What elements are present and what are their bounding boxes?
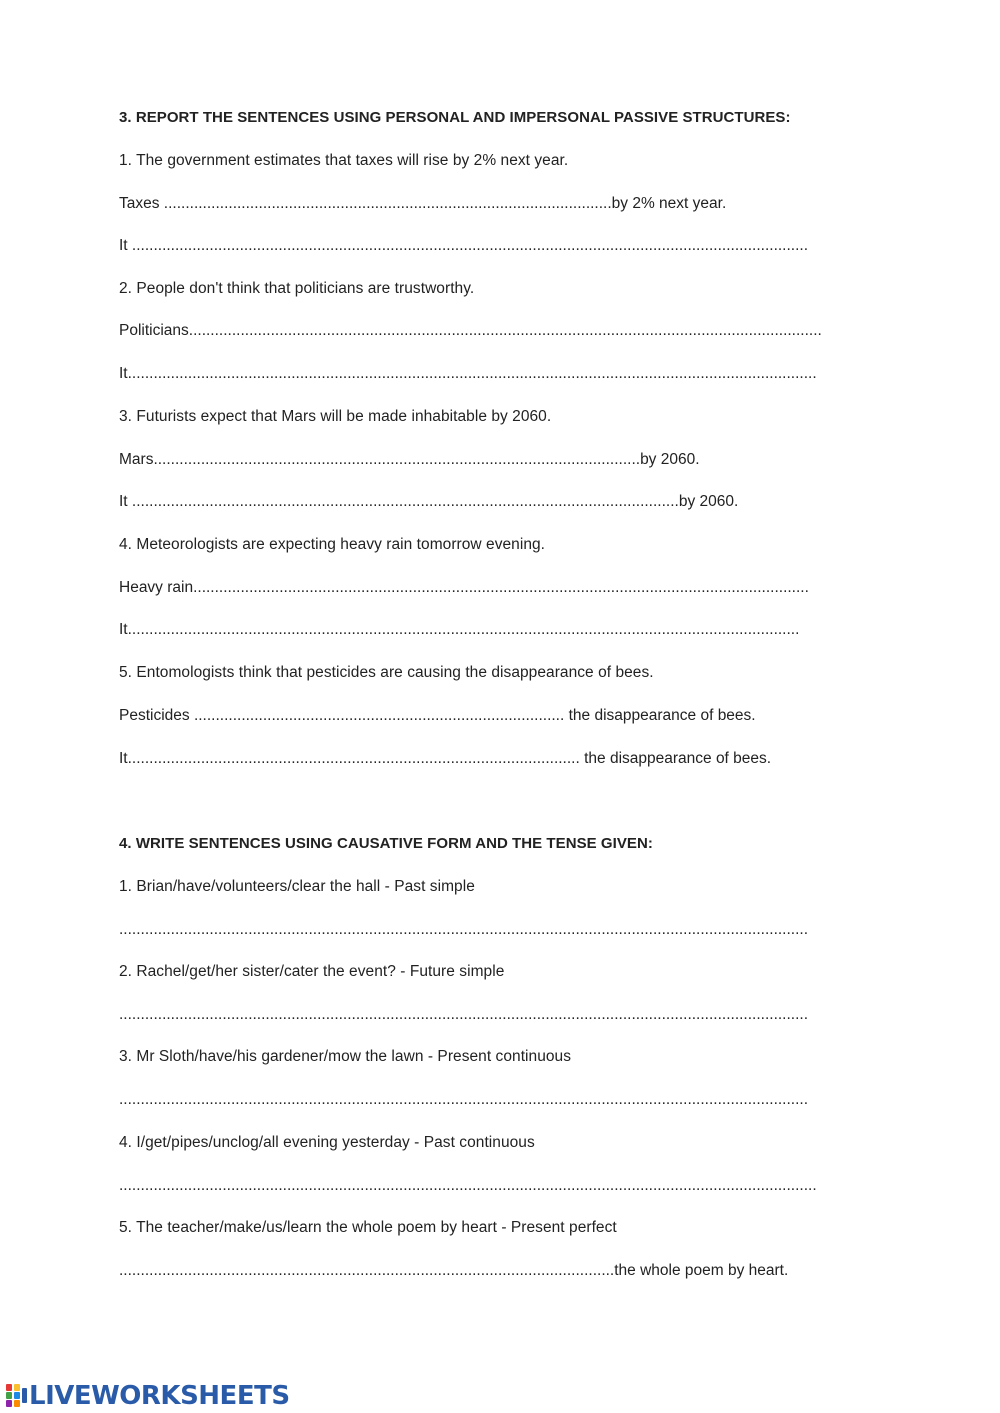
s3-item1-answer1[interactable]: Taxes ........................................................................................................by 2% next year. <box>119 195 727 212</box>
s4-item2-answer[interactable]: ................................................................................................................................................................ <box>119 1006 809 1023</box>
s4-item1-prompt: 1. Brian/have/volunteers/clear the hall - Past simple <box>119 878 475 895</box>
s3-item1-prompt: 1. The government estimates that taxes will rise by 2% next year. <box>119 152 569 169</box>
s3-item2-answer2[interactable]: It................................................................................................................................................................ <box>119 365 817 382</box>
s4-item5-prompt: 5. The teacher/make/us/learn the whole poem by heart - Present perfect <box>119 1219 617 1236</box>
logo-text: LIVEWORKSHEETS <box>29 1381 290 1411</box>
s4-item4-answer[interactable]: .................................................................................................................................................................. <box>119 1177 817 1194</box>
s3-item4-answer1[interactable]: Heavy rain............................................................................................................................................... <box>119 579 809 596</box>
s3-item4-prompt: 4. Meteorologists are expecting heavy rain tomorrow evening. <box>119 536 546 553</box>
s4-item3-prompt: 3. Mr Sloth/have/his gardener/mow the lawn - Present continuous <box>119 1048 572 1065</box>
s3-item3-answer2[interactable]: It ...............................................................................................................................by 2060. <box>119 493 739 510</box>
s3-item3-prompt: 3. Futurists expect that Mars will be made inhabitable by 2060. <box>119 408 552 425</box>
s4-item1-answer[interactable]: ................................................................................................................................................................ <box>119 921 809 938</box>
s3-item2-prompt: 2. People don't think that politicians are trustworthy. <box>119 280 475 297</box>
section3-heading: 3. REPORT THE SENTENCES USING PERSONAL AND IMPERSONAL PASSIVE STRUCTURES: <box>119 109 791 126</box>
s3-item2-answer1[interactable]: Politicians................................................................................................................................................... <box>119 322 822 339</box>
s3-item5-answer2[interactable]: It......................................................................................................... the disappearance of bees. <box>119 750 772 767</box>
s3-item1-answer2[interactable]: It ............................................................................................................................................................. <box>119 237 809 254</box>
liveworksheets-logo-icon <box>6 1384 28 1408</box>
s4-item2-prompt: 2. Rachel/get/her sister/cater the event? - Future simple <box>119 963 505 980</box>
s3-item5-answer1[interactable]: Pesticides ...................................................................................... the disappearance of bees. <box>119 707 756 724</box>
s3-item4-answer2[interactable]: It............................................................................................................................................................ <box>119 621 800 638</box>
s4-item4-prompt: 4. I/get/pipes/unclog/all evening yesterday - Past continuous <box>119 1134 535 1151</box>
s3-item3-answer1[interactable]: Mars.................................................................................................................by 2060. <box>119 451 700 468</box>
s3-item5-prompt: 5. Entomologists think that pesticides are causing the disappearance of bees. <box>119 664 654 681</box>
s4-item5-answer[interactable]: ...................................................................................................................the whole poem by heart. <box>119 1262 789 1279</box>
s4-item3-answer[interactable]: ................................................................................................................................................................ <box>119 1091 809 1108</box>
section4-heading: 4. WRITE SENTENCES USING CAUSATIVE FORM AND THE TENSE GIVEN: <box>119 835 653 852</box>
liveworksheets-logo[interactable] <box>6 1381 290 1411</box>
